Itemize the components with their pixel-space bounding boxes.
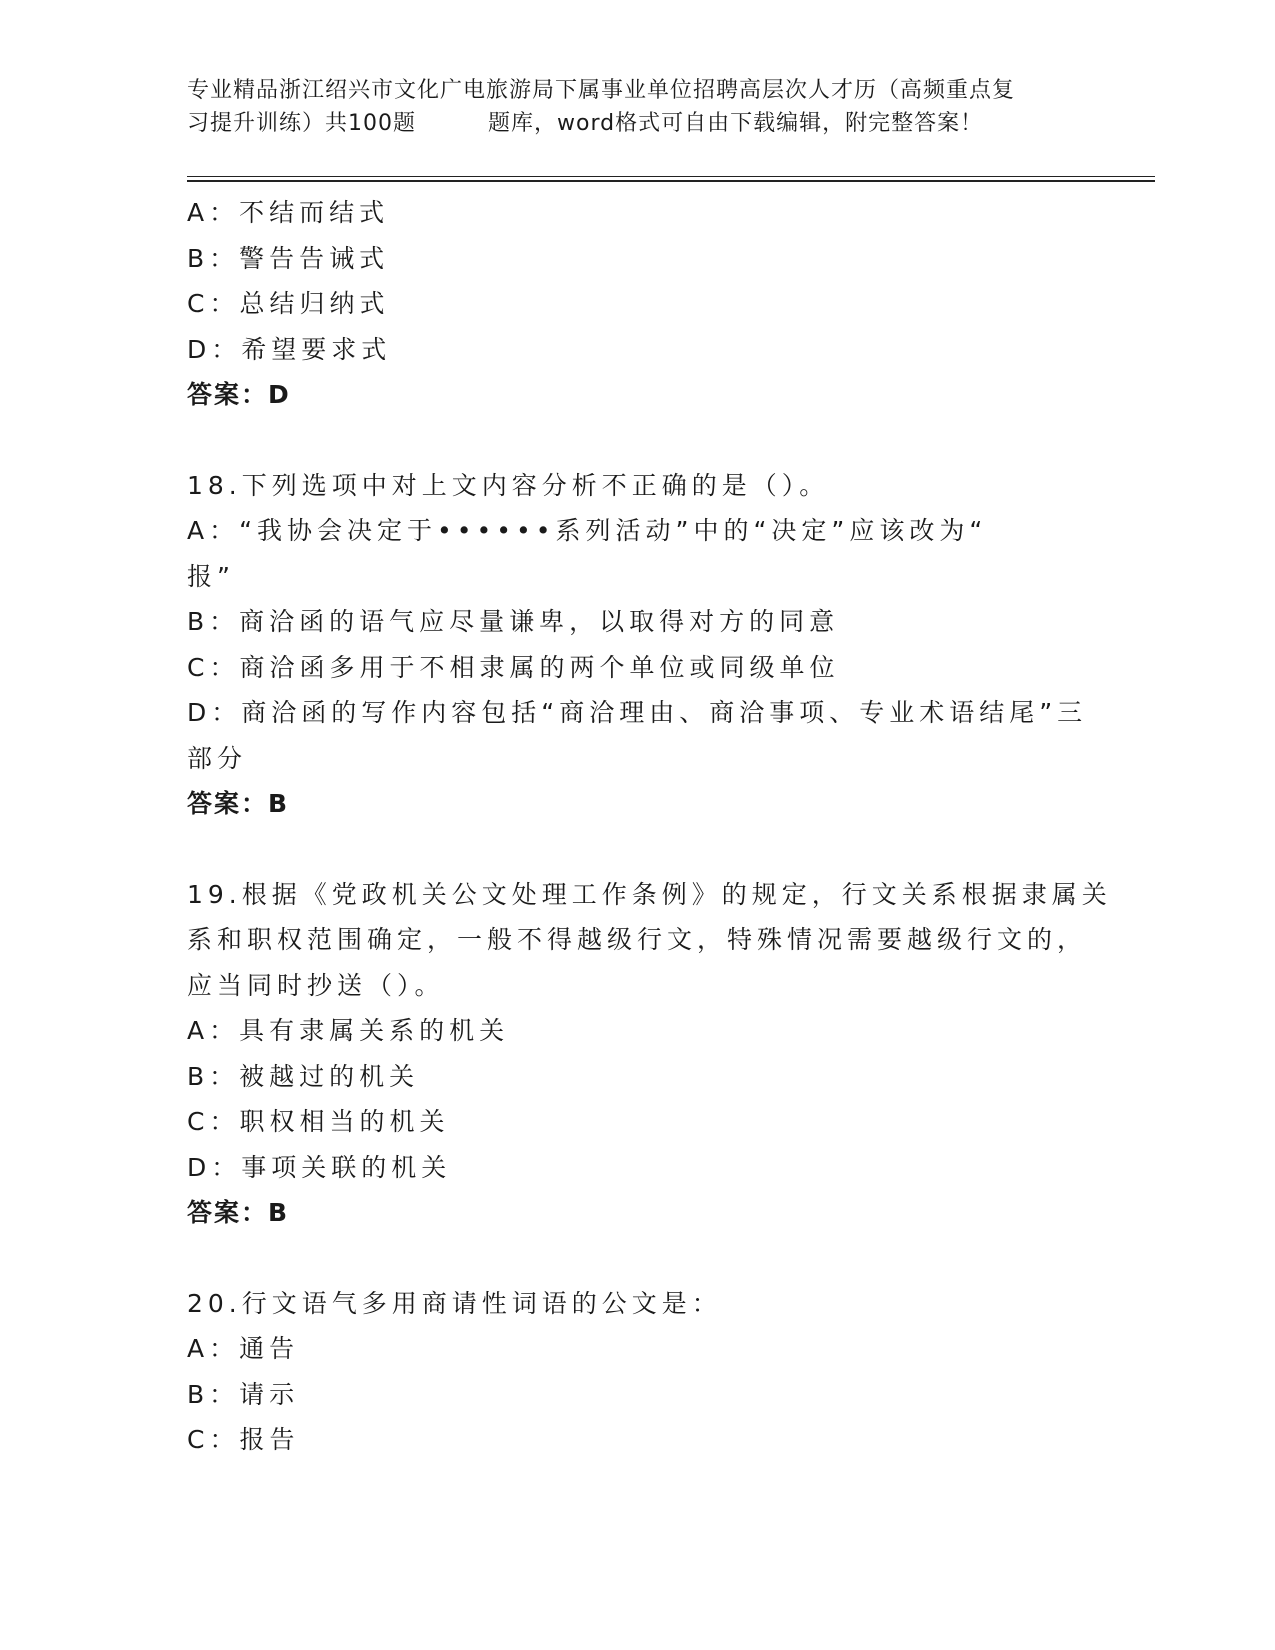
question-content [187, 190, 1112, 1463]
document-header [187, 74, 1087, 140]
question-19 [187, 872, 1112, 1236]
option-d: D：事项关联的机关 [187, 1152, 452, 1182]
answer: 答案：B [187, 1198, 290, 1227]
header-divider-thin [187, 176, 1155, 177]
header-divider-thick [187, 180, 1155, 182]
question-text: 18.下列选项中对上文内容分析不正确的是（）。 [187, 470, 830, 500]
question-text-line-2: 系和职权范围确定，一般不得越级行文，特殊情况需要越级行文的， [187, 925, 1088, 954]
option-b: B：请示 [187, 1379, 300, 1409]
option-c: C：商洽函多用于不相隶属的两个单位或同级单位 [187, 652, 840, 682]
option-b: B：被越过的机关 [187, 1061, 420, 1091]
option-c: C：职权相当的机关 [187, 1107, 450, 1136]
question-20 [187, 1281, 1087, 1463]
option-d-continued: 部分 [187, 743, 248, 773]
option-c: C：报告 [187, 1425, 300, 1454]
option-d: D：商洽函的写作内容包括“商洽理由、商洽事项、专业术语结尾”三 [187, 698, 1088, 727]
option-d: D：希望要求式 [187, 334, 392, 364]
option-a: A：具有隶属关系的机关 [187, 1016, 510, 1045]
option-b: B：警告告诫式 [187, 243, 390, 273]
option-c: C：总结归纳式 [187, 289, 390, 318]
option-a: A：不结而结式 [187, 198, 390, 227]
question-text-line-1: 19.根据《党政机关公文处理工作条例》的规定，行文关系根据隶属关 [187, 879, 1112, 909]
option-b: B：商洽函的语气应尽量谦卑，以取得对方的同意 [187, 607, 840, 636]
option-a: A：通告 [187, 1334, 300, 1363]
header-line-1: 专业精品浙江绍兴市文化广电旅游局下属事业单位招聘高层次人才历（高频重点复 [187, 78, 1016, 103]
header-line-2-part-b: 题库，word格式可自由下载编辑，附完整答案！ [488, 111, 984, 136]
question-17 [187, 190, 1087, 418]
header-line-2-part-a: 习提升训练）共100题 [187, 111, 416, 136]
question-text: 20.行文语气多用商请性词语的公文是： [187, 1288, 722, 1318]
header-line-2 [187, 107, 1087, 140]
question-18 [187, 463, 1087, 827]
option-a: A：“我协会决定于••••••系列活动”中的“决定”应该改为“ [187, 516, 988, 545]
question-text-line-3: 应当同时抄送（）。 [187, 970, 445, 1000]
answer: 答案：D [187, 380, 291, 409]
answer: 答案：B [187, 789, 290, 818]
option-a-continued: 报” [187, 561, 235, 591]
